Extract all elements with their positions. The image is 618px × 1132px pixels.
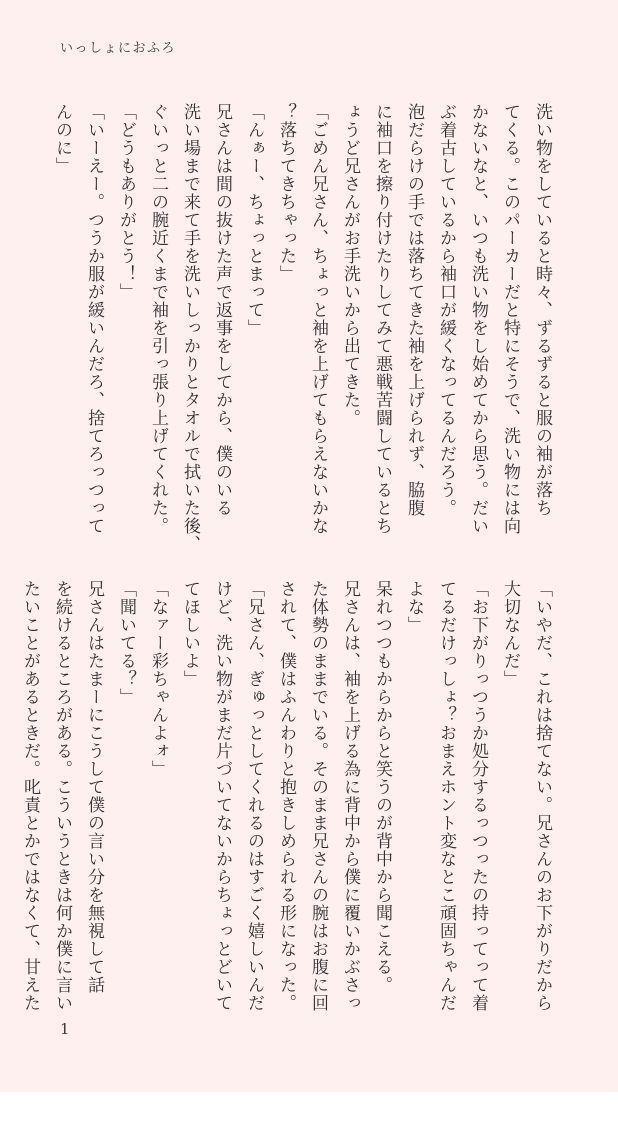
text-column: 呆れつつもからからと笑うのが背中から聞こえる。 (372, 580, 392, 994)
text-column: 「んぁー、ちょっとまって」 (244, 103, 264, 337)
text-column: ぶ着古しているから袖口が緩くなってるんだろう。 (436, 103, 456, 517)
text-column: てるだけっしょ？おまえホント変なとこ頑固ちゃんだ (436, 580, 456, 1012)
text-column: されて、僕はふんわりと抱きしめられる形になった。 (276, 580, 296, 1012)
story-title: いっしょにおふろ (60, 41, 177, 56)
text-column: ？落ちてきちゃった」 (276, 103, 296, 283)
text-column: 「いーえー。つうか服が緩いんだろ、捨てろっつって (84, 103, 104, 535)
text-column: 洗い場まで来て手を洗いしっかりとタオルで拭いた後、 (180, 103, 200, 553)
text-column: けど、洗い物がまだ片づいてないからちょっとどいて (212, 580, 232, 1012)
text-column: 洗い物をしていると時々、ずるずると服の袖が落ち (532, 103, 552, 517)
text-column: た体勢のままでいる。そのまま兄さんの腕はお腹に回 (308, 580, 328, 1012)
text-column: たいことがあるときだ。叱責とかではなくて、甘えた (20, 580, 40, 1012)
page-number: 1 (60, 1020, 70, 1038)
text-column: 兄さんは、袖を上げる為に背中から僕に覆いかぶさっ (340, 580, 360, 1012)
text-column: 兄さんはたまーにこうして僕の言い分を無視して話 (84, 580, 104, 994)
text-column: かないなと、いつも洗い物をし始めてから思う。だい (468, 103, 488, 535)
text-column: 大切なんだ」 (500, 580, 520, 688)
text-column: てくる。このパーカーだと特にそうで、洗い物には向 (500, 103, 520, 535)
text-column: 「どうもありがとう！」 (116, 103, 136, 301)
text-block-upper (38, 103, 558, 553)
text-column: 泡だらけの手では落ちてきた袖を上げられず、脇腹 (404, 103, 424, 517)
text-column: んのに」 (52, 103, 72, 175)
text-column: 「いやだ、これは捨てない。兄さんのお下がりだから (532, 580, 552, 1012)
text-column: てほしいよ」 (180, 580, 200, 688)
text-column: に袖口を擦り付けたりしてみて悪戦苦闘しているとち (372, 103, 392, 535)
text-column: ょうど兄さんがお手洗いから出てきた。 (340, 103, 360, 427)
text-column: 「兄さん、ぎゅっとしてくれるのはすごく嬉しいんだ (244, 580, 264, 1012)
text-column: 「なァー彩ちゃんよォ」 (148, 580, 168, 778)
text-column: よな」 (404, 580, 424, 634)
text-column: 「ごめん兄さん、ちょっと袖を上げてもらえないかな (308, 103, 328, 535)
text-column: ぐいっと二の腕近くまで袖を引っ張り上げてくれた。 (148, 103, 168, 535)
text-column: 「聞いてる？」 (116, 580, 136, 706)
text-column: 「お下がりっつうか処分するっつったの持ってって着 (468, 580, 488, 1012)
text-column: を続けるところがある。こういうときは何か僕に言い (52, 580, 72, 1012)
text-column: 兄さんは間の抜けた声で返事をしてから、僕のいる (212, 103, 232, 517)
text-block-lower (20, 580, 558, 1012)
